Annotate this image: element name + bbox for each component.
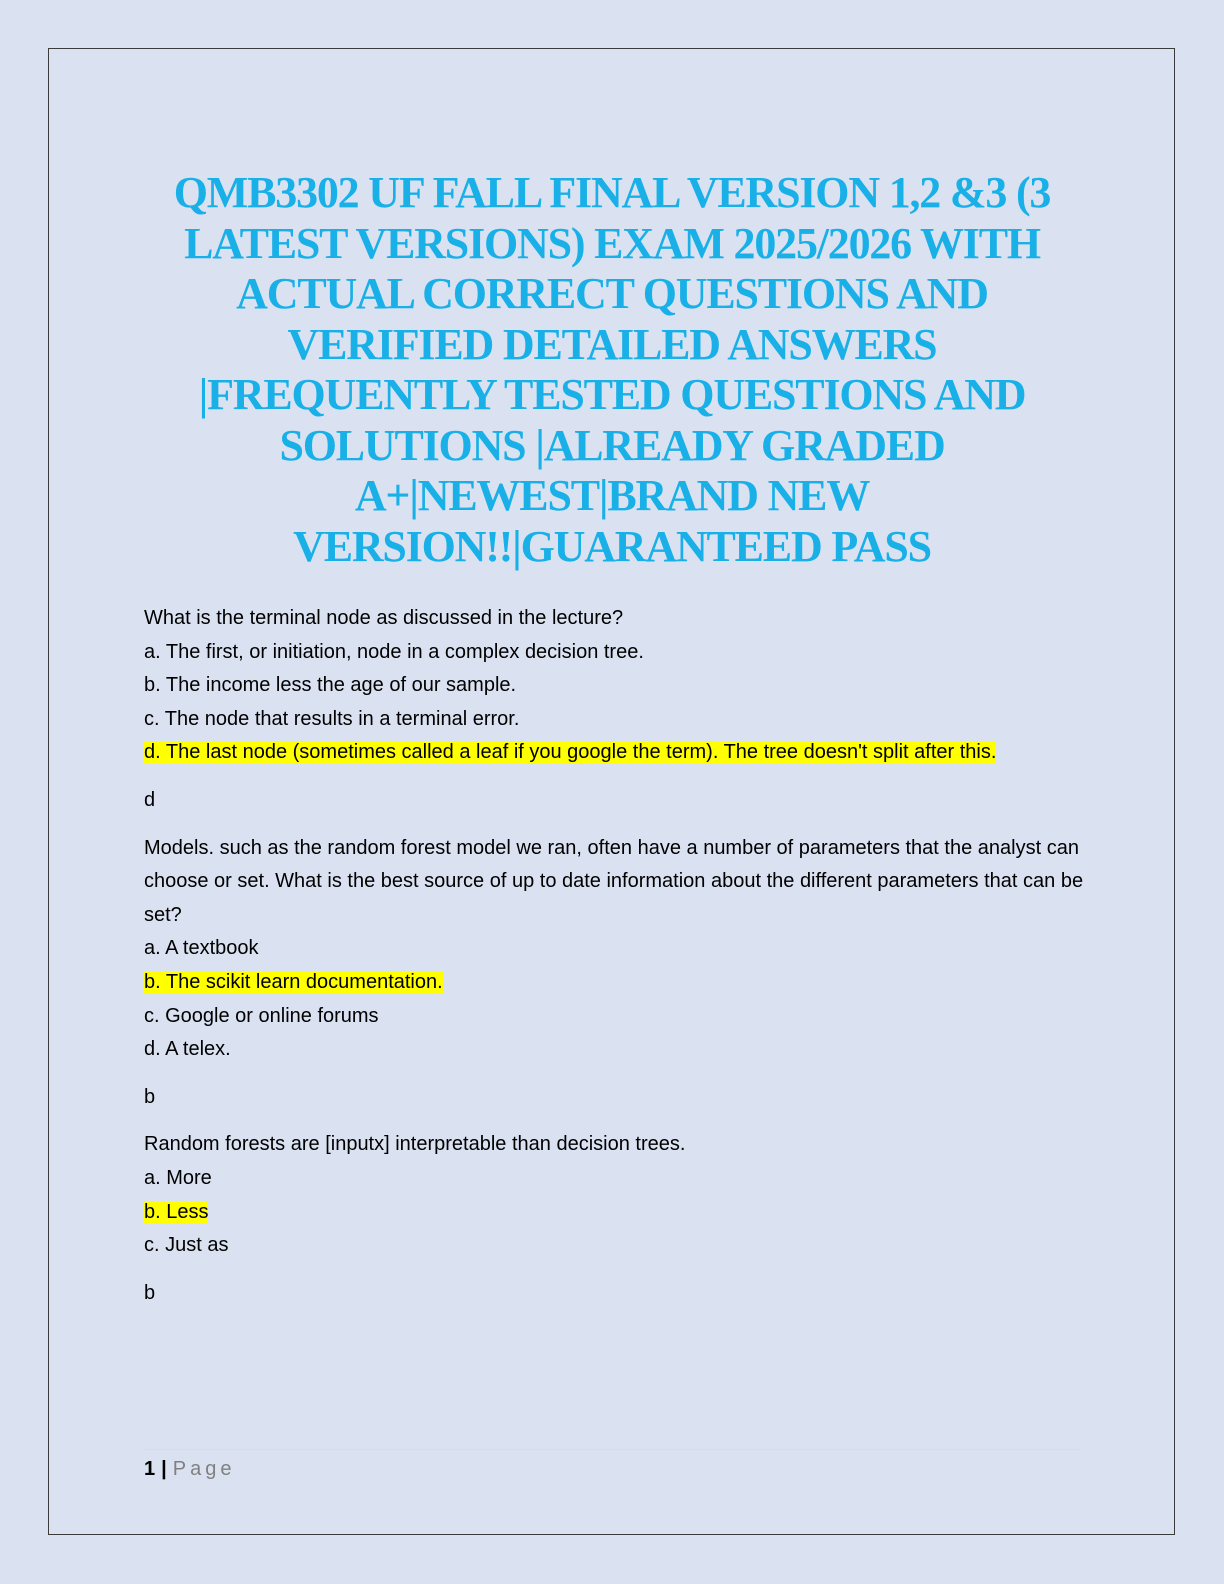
question-text: What is the terminal node as discussed in the lecture? — [144, 607, 624, 629]
question-text: Random forests are [inputx] interpretable than decision trees. — [144, 1133, 686, 1156]
document-body — [144, 602, 1084, 1324]
answer-text: d — [144, 788, 156, 811]
question-block — [144, 602, 1084, 818]
question-text: Models. such as the random forest model we ran, often have a number of parameters that the analyst can choose or set. What is the best source of up to date information about the different parameters that can be set? — [144, 836, 1084, 926]
document-title: QMB3302 UF FALL FINAL VERSION 1,2 &3 (3 LATEST VERSIONS) EXAM 2025/2026 WITH ACTUAL CORRECT QUESTIONS AND VERIFIED DETAILED ANSWERS |FREQUENTLY TESTED QUESTIONS AND SOLUTIONS |ALREADY GRADED A+|NEWEST|BRAND NEW VERSION!!|GUARANTEED PASS — [173, 168, 1051, 571]
answer-text: b — [144, 1281, 156, 1304]
option-b-highlighted: b. The scikit learn documentation. — [144, 970, 443, 993]
question-block — [144, 832, 1084, 1115]
option-a: a. More — [144, 1166, 212, 1189]
option-c: c. Google or online forums — [144, 1004, 379, 1027]
option-d-highlighted: d. The last node (sometimes called a leaf if you google the term). The tree doesn't split after this. — [144, 741, 997, 764]
page-label: Page — [172, 1458, 236, 1480]
page-footer — [144, 1456, 235, 1482]
option-d: d. A telex. — [144, 1038, 231, 1061]
footer-separator: | — [161, 1458, 167, 1480]
option-a: a. The first, or initiation, node in a complex decision tree. — [144, 640, 644, 663]
footer-divider — [144, 1449, 1080, 1450]
question-block — [144, 1128, 1084, 1310]
option-b: b. The income less the age of our sample. — [144, 674, 517, 697]
answer-text: b — [144, 1085, 156, 1108]
option-c: c. Just as — [144, 1234, 229, 1257]
option-a: a. A textbook — [144, 937, 259, 960]
option-c: c. The node that results in a terminal error. — [144, 707, 520, 730]
option-b-highlighted: b. Less — [144, 1200, 209, 1223]
page-number: 1 — [144, 1458, 156, 1480]
